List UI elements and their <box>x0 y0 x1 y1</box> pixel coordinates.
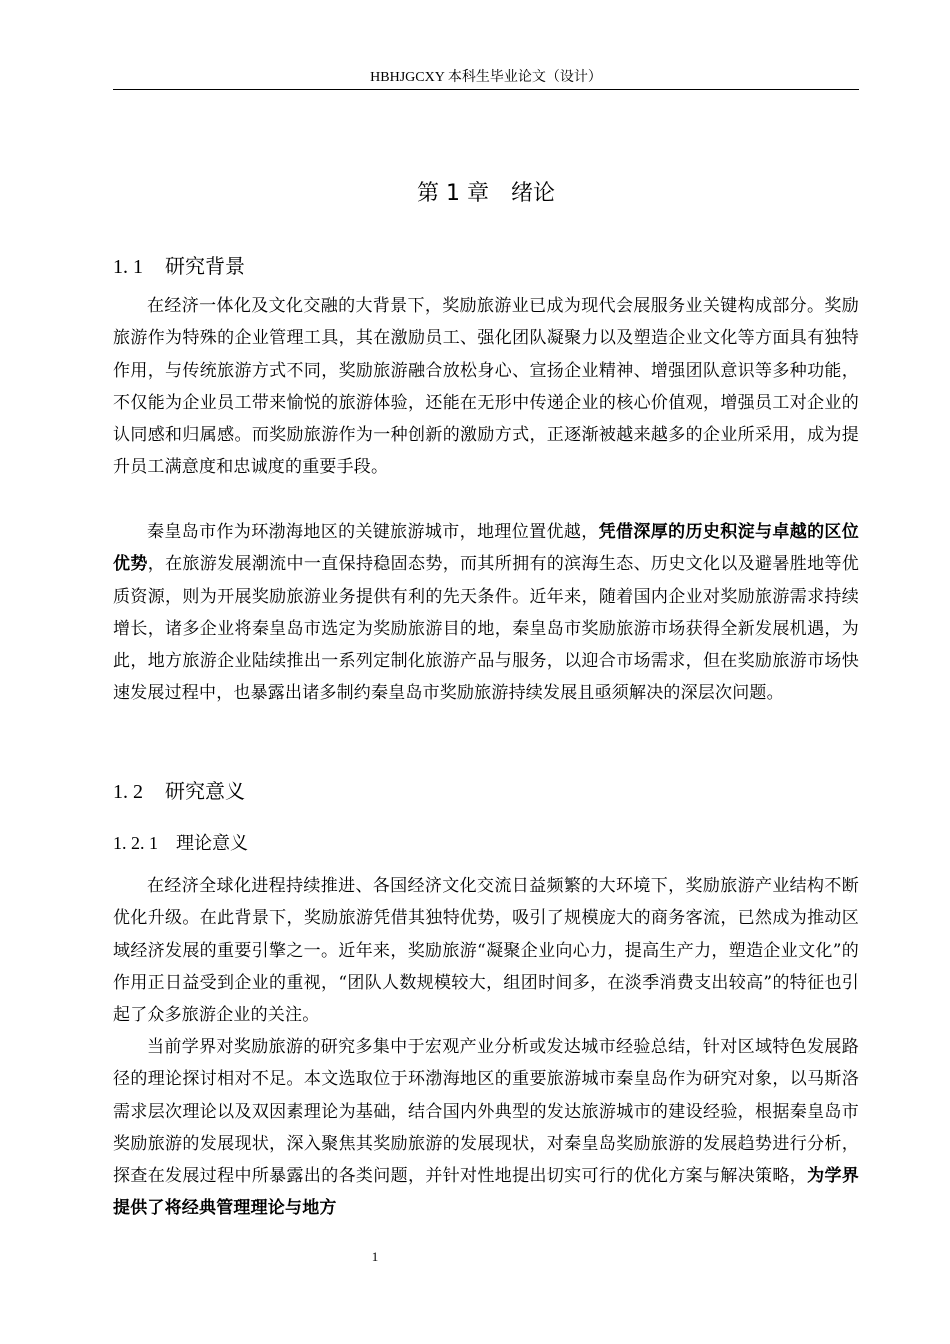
section-title: 研究背景 <box>165 254 245 278</box>
section-title: 研究意义 <box>165 779 245 803</box>
paragraph-background-1: 在经济一体化及文化交融的大背景下，奖励旅游业已成为现代会展服务业关键构成部分。奖励旅游作为特殊的企业管理工具，其在激励员工、强化团队凝聚力以及塑造企业文化等方面具有独特作用，与传统旅游方式不同，奖励旅游融合放松身心、宣扬企业精神、增强团队意识等多种功能，不仅能为企业员工带来愉悦的旅游体验，还能在无形中传递企业的核心价值观，增强员工对企业的认同感和归属感。而奖励旅游作为一种创新的激励方式，正逐渐被越来越多的企业所采用，成为提升员工满意度和忠诚度的重要手段。 <box>113 296 859 478</box>
subsection-heading-1-2-1 <box>113 829 248 858</box>
paragraph-theory-1: 在经济全球化进程持续推进、各国经济文化交流日益频繁的大环境下，奖励旅游产业结构不断优化升级。在此背景下，奖励旅游凭借其独特优势，吸引了规模庞大的商务客流，已然成为推动区域经济发展的重要引擎之一。近年来，奖励旅游“凝聚企业向心力，提高生产力，塑造企业文化”的作用正日益受到企业的重视，“团队人数规模较大，组团时间多，在淡季消费支出较高”的特征也引起了众多旅游企业的关注。 <box>113 876 859 1026</box>
header-rule <box>113 89 859 90</box>
emphasis-text: 凭借深厚的历史积淀与卓越的区位优势 <box>113 522 860 575</box>
paragraph-theory-2 <box>113 1031 859 1225</box>
section-heading-1-1 <box>113 251 245 282</box>
chapter-name: 绪论 <box>510 181 555 206</box>
section-number: 1. 1 <box>113 256 143 278</box>
chapter-title <box>113 178 859 210</box>
paragraph-background-2 <box>113 516 859 710</box>
emphasis-text: 为学界提供了将经典管理理论与地方 <box>113 1166 859 1219</box>
page-number: 1 <box>371 1249 379 1264</box>
subsection-number: 1. 2. 1 <box>113 833 158 853</box>
section-number: 1. 2 <box>113 781 143 803</box>
subsection-title: 理论意义 <box>176 833 248 854</box>
paragraph-text: 秦皇岛市作为环渤海地区的关键旅游城市，地理位置优越， <box>147 522 599 542</box>
paragraph-text: 当前学界对奖励旅游的研究多集中于宏观产业分析或发达城市经验总结，针对区域特色发展路径的理论探讨相对不足。本文选取位于环渤海地区的重要旅游城市秦皇岛作为研究对象，以马斯洛需求层次理论以及双因素理论为基础，结合国内外典型的发达旅游城市的建设经验，根据秦皇岛市奖励旅游的发展现状，深入聚焦其奖励旅游的发展现状，对秦皇岛奖励旅游的发展趋势进行分析，探查在发展过程中所暴露出的各类问题，并针对性地提出切实可行的优化方案与解决策略， <box>113 1037 859 1187</box>
running-header: HBHJGCXY 本科生毕业论文（设计） <box>370 70 602 85</box>
chapter-number: 第 1 章 <box>417 181 489 206</box>
section-heading-1-2 <box>113 776 245 807</box>
paragraph-text: ，在旅游发展潮流中一直保持稳固态势，而其所拥有的滨海生态、历史文化以及避暑胜地等优质资源，则为开展奖励旅游业务提供有利的先天条件。近年来，随着国内企业对奖励旅游需求持续增长，诸多企业将秦皇岛市选定为奖励旅游目的地，秦皇岛市奖励旅游市场获得全新发展机遇，为此，地方旅游企业陆续推出一系列定制化旅游产品与服务，以迎合市场需求，但在奖励旅游市场快速发展过程中，也暴露出诸多制约秦皇岛市奖励旅游持续发展且亟须解决的深层次问题。 <box>113 554 860 704</box>
